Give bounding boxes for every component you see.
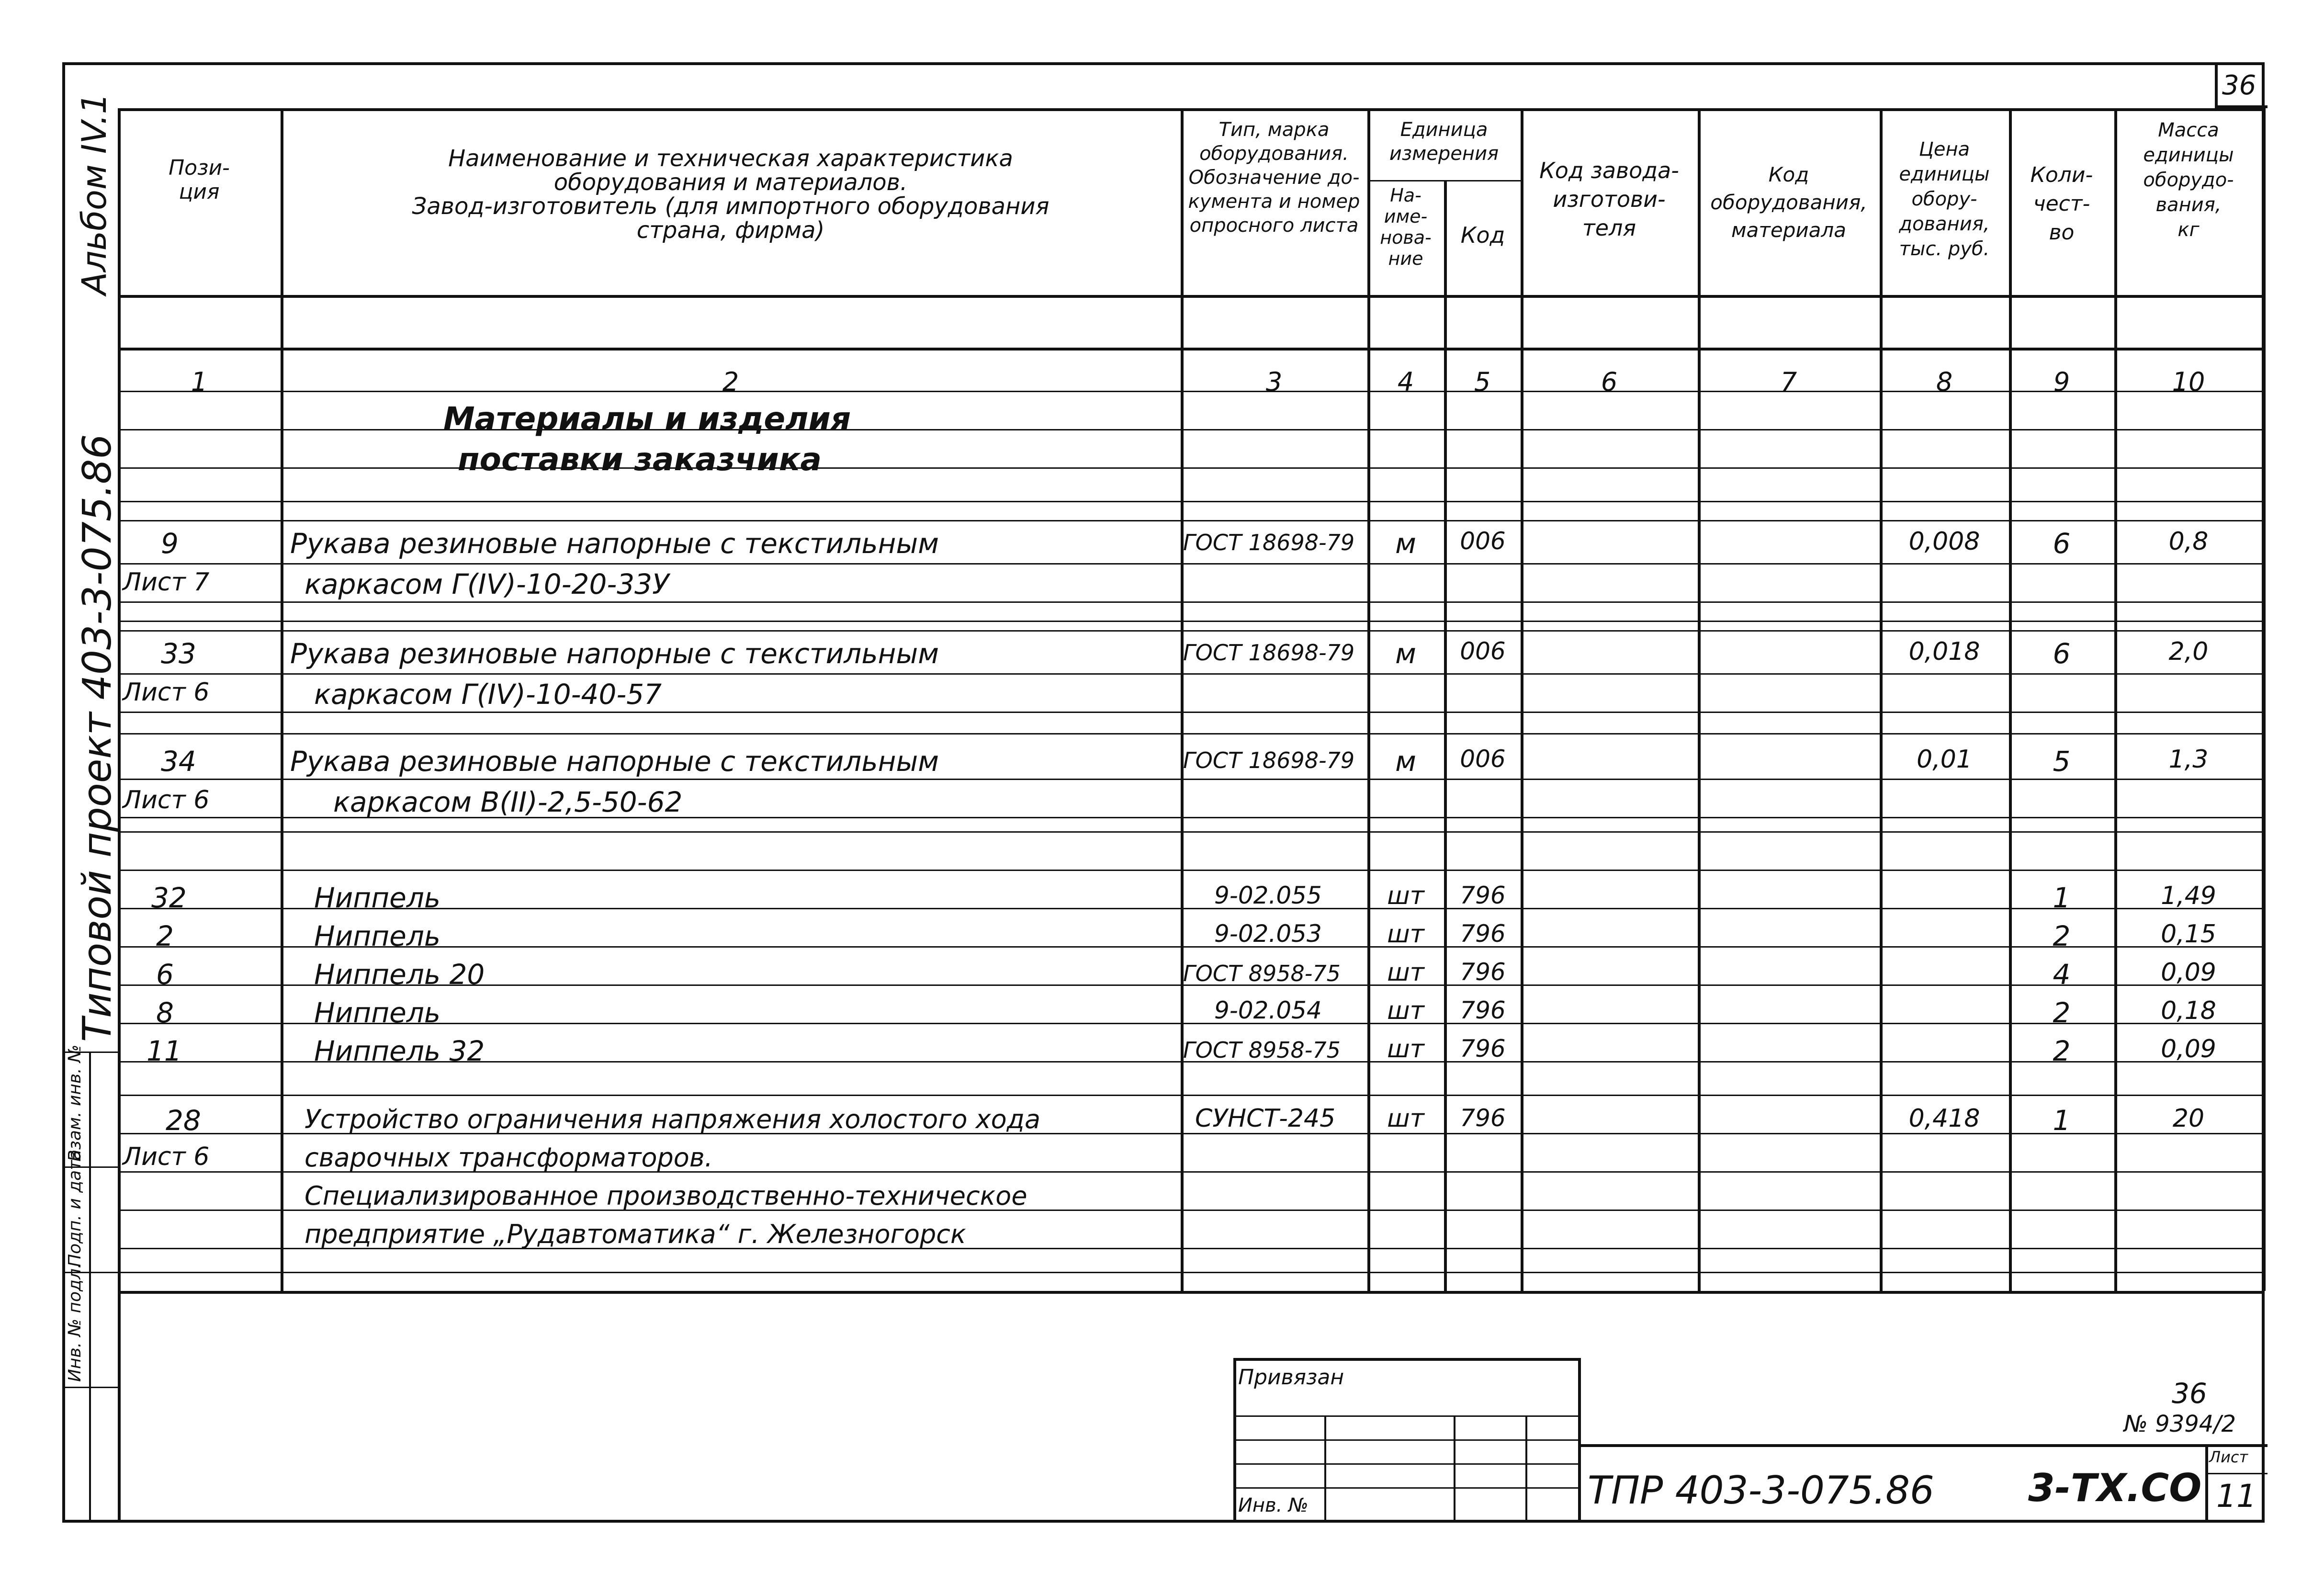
row-code: 796	[1460, 958, 1506, 986]
table-rule	[118, 601, 2263, 603]
row-pos: 32	[151, 882, 187, 914]
row-code: 796	[1460, 882, 1506, 909]
colnum-5: 5	[1474, 367, 1491, 397]
row-type: 9-02.054	[1214, 996, 1322, 1024]
table-rule	[118, 563, 2263, 565]
header-equipment-code: Код оборудования, материала	[1710, 163, 1867, 242]
row-unit: шт	[1387, 1035, 1424, 1063]
title-project-code: ТПР 403-3-075.86	[1588, 1468, 1934, 1513]
row-name: каркасом Г(IV)-10-20-33У	[305, 568, 669, 600]
row-mass: 0,09	[2161, 1035, 2216, 1063]
row-unit: м	[1395, 637, 1416, 670]
row-price: 0,418	[1908, 1104, 1980, 1133]
row-unit: шт	[1387, 1104, 1424, 1133]
row-qty: 1	[2053, 1104, 2071, 1137]
header-quantity: Коли- чест- во	[2030, 163, 2093, 245]
row-type: 9-02.053	[1214, 920, 1322, 948]
title-sheet-label: Лист	[2209, 1448, 2248, 1466]
row-unit: шт	[1387, 882, 1424, 910]
row-type: ГОСТ 8958-75	[1183, 1037, 1341, 1063]
row-name: Ниппель	[314, 920, 441, 952]
row-code: 006	[1460, 745, 1506, 773]
row-price: 0,018	[1908, 637, 1980, 666]
colnum-4: 4	[1397, 367, 1414, 397]
table-rule	[118, 630, 2263, 632]
header-type: Тип, марка оборудования. Обозначение до- кумента и номер опросного листа	[1188, 119, 1360, 237]
row-qty: 2	[2053, 1035, 2071, 1067]
row-name: Ниппель 32	[314, 1035, 485, 1067]
header-unit-name: На- име- нова- ние	[1380, 185, 1432, 269]
colnum-2: 2	[722, 367, 739, 397]
colnum-1: 1	[191, 367, 208, 397]
table-rule	[118, 831, 2263, 833]
stamp-cell-vzam: Взам. инв. №	[65, 1044, 85, 1162]
row-name: Ниппель	[314, 882, 441, 914]
header-unit-group: Единица измерения	[1389, 119, 1499, 165]
row-pos: 28	[166, 1104, 201, 1137]
table-rule	[118, 501, 2263, 502]
title-stamp-number: 36	[2172, 1377, 2207, 1410]
row-name: Ниппель 20	[314, 958, 485, 991]
row-price: 0,01	[1917, 745, 1972, 774]
row-pos: 8	[156, 996, 174, 1029]
table-rule	[118, 673, 2263, 675]
row-qty: 6	[2053, 637, 2071, 670]
row-type: 9-02.055	[1214, 882, 1322, 909]
row-pos: Лист 6	[123, 1142, 210, 1171]
row-price: 0,008	[1908, 527, 1980, 556]
row-pos: 33	[161, 637, 196, 670]
row-mass: 0,09	[2161, 958, 2216, 987]
row-type: ГОСТ 8958-75	[1183, 961, 1341, 986]
section-title-line-1: Материалы и изделия	[443, 400, 851, 437]
row-pos: 6	[156, 958, 174, 991]
title-order-number: № 9394/2	[2124, 1411, 2236, 1437]
row-qty: 2	[2053, 996, 2071, 1029]
table-rule	[118, 733, 2263, 735]
stamp-cell-podp: Подп. и дата	[65, 1149, 85, 1267]
header-unit-code: Код	[1460, 222, 1505, 248]
row-pos: 9	[161, 527, 179, 560]
colnum-9: 9	[2053, 367, 2070, 397]
drawing-sheet	[62, 62, 2265, 1523]
row-name: каркасом Г(IV)-10-40-57	[314, 678, 662, 711]
row-code: 006	[1460, 637, 1506, 665]
table-rule	[118, 467, 2263, 469]
row-code: 796	[1460, 1035, 1506, 1063]
row-name: Специализированное производственно-техническое	[305, 1181, 1027, 1211]
header-mass: Масса единицы оборудо- вания, кг	[2143, 119, 2234, 241]
table-rule	[118, 621, 2263, 622]
header-position: Пози- ция	[169, 156, 230, 204]
project-label: Типовой проект 403-3-075.86	[75, 434, 120, 1042]
row-name: Рукава резиновые напорные с текстильным	[290, 745, 939, 778]
title-sheet-number: 11	[2216, 1478, 2256, 1515]
colnum-3: 3	[1265, 367, 1283, 397]
row-name: предприятие „Рудавтоматика“ г. Железногорск	[305, 1219, 966, 1249]
row-code: 796	[1460, 920, 1506, 948]
title-inv-no: Инв. №	[1238, 1494, 1309, 1516]
header-price: Цена единицы обору- дования, тыс. руб.	[1899, 138, 1990, 260]
row-name: Рукава резиновые напорные с текстильным	[290, 637, 939, 670]
row-qty: 4	[2053, 958, 2071, 991]
table-rule	[118, 870, 2263, 871]
row-unit: м	[1395, 745, 1416, 778]
row-mass: 1,3	[2168, 745, 2209, 774]
row-qty: 1	[2053, 882, 2071, 914]
colnum-7: 7	[1780, 367, 1797, 397]
row-type: СУНСТ-245	[1195, 1104, 1336, 1133]
row-mass: 0,15	[2161, 920, 2216, 949]
row-type: ГОСТ 18698-79	[1183, 530, 1355, 555]
row-unit: шт	[1387, 996, 1424, 1025]
row-pos: 34	[161, 745, 196, 778]
row-type: ГОСТ 18698-79	[1183, 640, 1355, 666]
row-pos: Лист 6	[123, 678, 210, 707]
row-qty: 2	[2053, 920, 2071, 952]
row-name: Устройство ограничения напряжения холостого хода	[305, 1104, 1041, 1134]
table-rule	[118, 1095, 2263, 1096]
row-unit: шт	[1387, 958, 1424, 987]
header-factory-code: Код завода- изготови- теля	[1539, 158, 1679, 241]
row-unit: шт	[1387, 920, 1424, 949]
row-mass: 1,49	[2161, 882, 2216, 910]
colnum-8: 8	[1936, 367, 1953, 397]
title-privyazan: Привязан	[1238, 1365, 1344, 1390]
row-code: 006	[1460, 527, 1506, 555]
header-name: Наименование и техническая характеристика оборудования и материалов. Завод-изготовитель (для импортного оборудования страна, фирма)	[412, 145, 1049, 244]
corner-sheet-number: 36	[2222, 70, 2256, 101]
album-label: Альбом IV.1	[75, 92, 114, 295]
stamp-cell-inv: Инв. № подл.	[65, 1263, 85, 1382]
row-mass: 20	[2172, 1104, 2205, 1133]
row-type: ГОСТ 18698-79	[1183, 747, 1355, 773]
row-code: 796	[1460, 996, 1506, 1024]
table-rule	[118, 429, 2263, 430]
row-name: каркасом В(II)-2,5-50-62	[333, 786, 683, 818]
row-unit: м	[1395, 527, 1416, 560]
table-rule	[118, 779, 2263, 780]
table-rule	[118, 1272, 2263, 1273]
row-name: Рукава резиновые напорные с текстильным	[290, 527, 939, 560]
row-mass: 0,8	[2168, 527, 2209, 556]
row-name: Ниппель	[314, 996, 441, 1029]
row-mass: 0,18	[2161, 996, 2216, 1025]
section-title-line-2: поставки заказчика	[458, 441, 822, 478]
row-pos: 11	[147, 1035, 182, 1067]
table-rule	[118, 520, 2263, 521]
colnum-10: 10	[2172, 367, 2205, 397]
row-pos: Лист 7	[123, 568, 210, 597]
row-name: сварочных трансформаторов.	[305, 1142, 713, 1173]
row-pos: Лист 6	[123, 786, 210, 814]
table-rule	[118, 712, 2263, 713]
colnum-6: 6	[1601, 367, 1618, 397]
table-rule	[118, 391, 2263, 392]
row-pos: 2	[156, 920, 174, 952]
row-code: 796	[1460, 1104, 1506, 1132]
row-qty: 6	[2053, 527, 2071, 560]
row-qty: 5	[2053, 745, 2071, 778]
row-mass: 2,0	[2168, 637, 2209, 666]
title-doc-code: 3-ТХ.СО	[2028, 1466, 2202, 1510]
